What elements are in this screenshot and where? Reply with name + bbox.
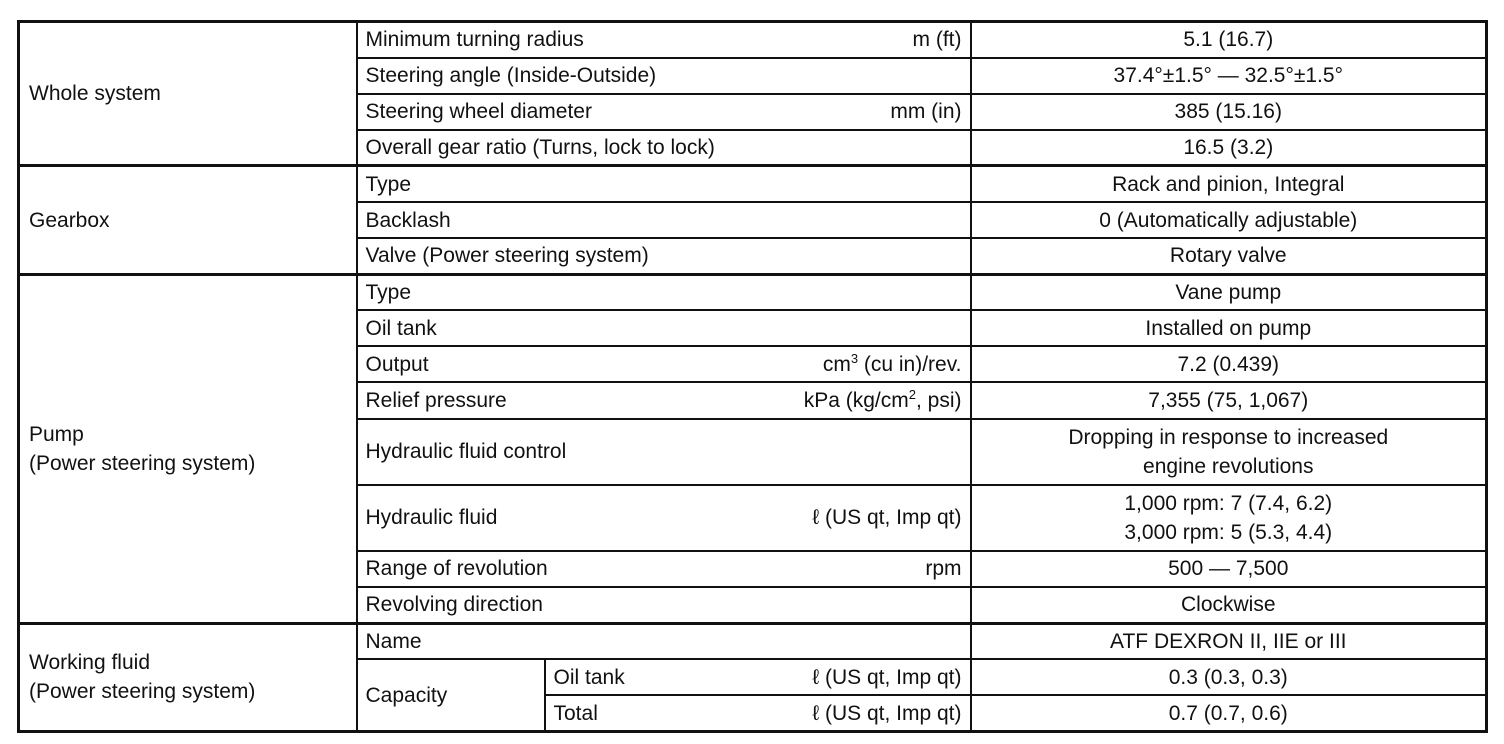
item-cell	[357, 587, 971, 623]
item-cell	[357, 238, 971, 274]
value-cell: 7,355 (75, 1,067)	[971, 382, 1487, 418]
value-cell: 5.1 (16.7)	[971, 22, 1487, 58]
category-gearbox: Gearbox	[19, 166, 357, 274]
item-label: Hydraulic fluid control	[365, 440, 567, 464]
item-label: Hydraulic fluid	[365, 506, 498, 530]
value-cell: Rack and pinion, Integral	[971, 166, 1487, 202]
unit-label: $cm^3$ (cu in)/rev.	[822, 350, 962, 376]
value-cell: Dropping in response to increased engine revolutions	[971, 419, 1487, 485]
value-cell: 1,000 rpm: 7 (7.4, 6.2) 3,000 rpm: 5 (5.3, 4.4)	[971, 485, 1487, 551]
category-whole-system: Whole system	[19, 22, 357, 166]
value-cell: 385 (15.16)	[971, 94, 1487, 130]
item-label: Relief pressure	[365, 388, 507, 412]
item-label: Name	[365, 629, 422, 653]
unit-label: ℓ (US qt, Imp qt)	[812, 506, 962, 530]
unit-label: ℓ (US qt, Imp qt)	[812, 665, 962, 689]
item-cell	[357, 58, 971, 94]
item-cell	[357, 202, 971, 238]
item-label: Output	[365, 352, 429, 376]
value-cell: 0.7 (0.7, 0.6)	[971, 695, 1487, 731]
item-cell	[357, 94, 971, 130]
value-cell: 0 (Automatically adjustable)	[971, 202, 1487, 238]
item-label: Valve (Power steering system)	[365, 244, 649, 268]
item-label: Oil tank	[365, 316, 437, 340]
capacity-label-cell: Capacity	[357, 659, 545, 731]
value-cell: 37.4°±1.5° — 32.5°±1.5°	[971, 58, 1487, 94]
item-label: Revolving direction	[365, 593, 543, 617]
item-cell	[357, 130, 971, 166]
item-label: Backlash	[365, 208, 451, 232]
item-cell	[357, 274, 971, 310]
item-label: Steering wheel diameter	[365, 100, 592, 124]
item-cell	[357, 346, 971, 382]
item-label: Type	[365, 172, 412, 196]
value-cell: ATF DEXRON II, IIE or III	[971, 623, 1487, 659]
table-row	[19, 623, 1487, 659]
item-cell	[357, 623, 971, 659]
item-label: Oil tank	[553, 665, 625, 689]
item-cell	[545, 659, 971, 695]
unit-label: rpm	[925, 557, 962, 581]
unit-label: m (ft)	[912, 28, 962, 52]
value-cell: Installed on pump	[971, 310, 1487, 346]
item-cell	[545, 695, 971, 731]
item-cell	[357, 382, 971, 418]
table-row	[19, 274, 1487, 310]
unit-label: kPa ($kg/cm^2$, psi)	[803, 386, 962, 412]
steering-spec-table	[17, 20, 1488, 733]
item-label: Overall gear ratio (Turns, lock to lock)	[365, 136, 715, 160]
item-cell	[357, 166, 971, 202]
item-label: Type	[365, 280, 412, 304]
table-row	[19, 166, 1487, 202]
value-cell: Clockwise	[971, 587, 1487, 623]
value-cell: Vane pump	[971, 274, 1487, 310]
item-label: Steering angle (Inside-Outside)	[365, 64, 657, 88]
item-label: Range of revolution	[365, 557, 548, 581]
value-cell: Rotary valve	[971, 238, 1487, 274]
table-row	[19, 22, 1487, 58]
unit-label: ℓ (US qt, Imp qt)	[812, 701, 962, 725]
value-cell: 500 — 7,500	[971, 551, 1487, 587]
item-cell	[357, 485, 971, 551]
item-label: Minimum turning radius	[365, 28, 584, 52]
item-label: Total	[553, 701, 598, 725]
item-cell	[357, 551, 971, 587]
category-pump: Pump (Power steering system)	[19, 274, 357, 623]
item-cell	[357, 310, 971, 346]
item-cell	[357, 419, 971, 485]
unit-label: mm (in)	[890, 100, 962, 124]
item-cell	[357, 22, 971, 58]
category-working-fluid: Working fluid (Power steering system)	[19, 623, 357, 731]
value-cell: 0.3 (0.3, 0.3)	[971, 659, 1487, 695]
value-cell: 16.5 (3.2)	[971, 130, 1487, 166]
value-cell: 7.2 (0.439)	[971, 346, 1487, 382]
